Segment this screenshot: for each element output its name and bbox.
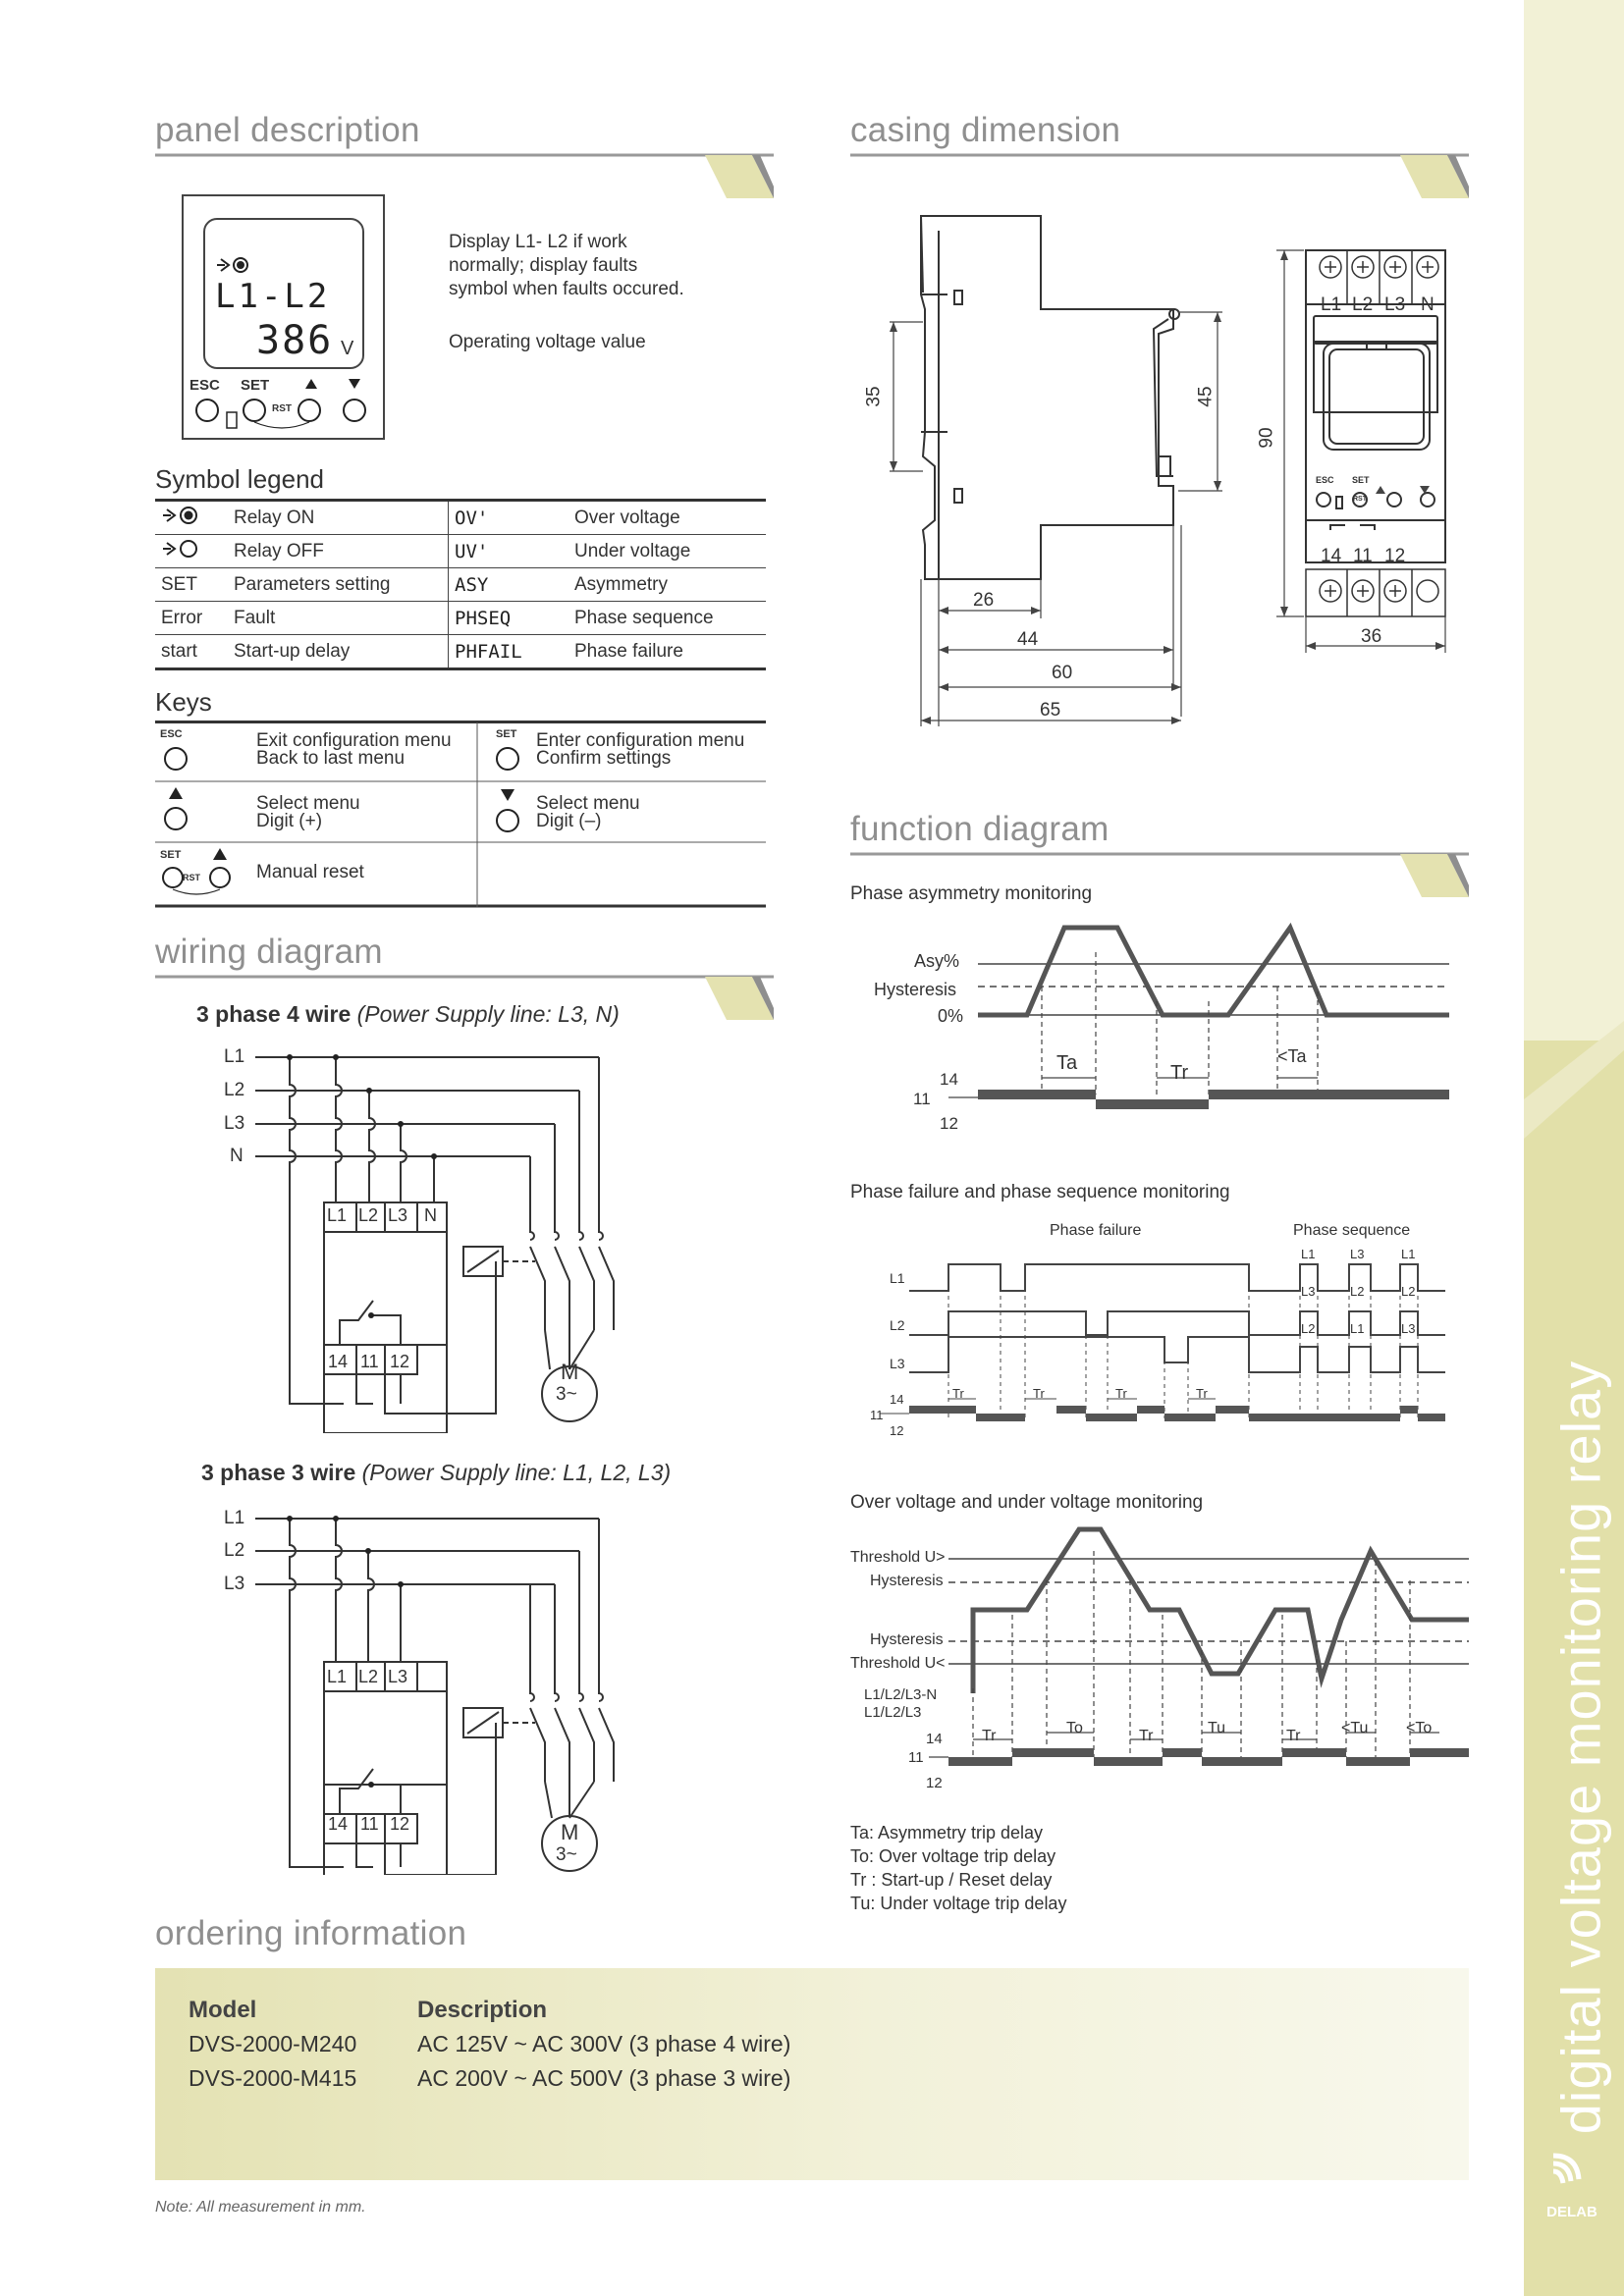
- legend-row: [155, 602, 766, 635]
- ordering-desc-1: AC 125V ~ AC 300V (3 phase 4 wire): [417, 2031, 791, 2056]
- legend-desc: Relay ON: [228, 502, 449, 535]
- wiring4-box-l2: L2: [358, 1205, 379, 1225]
- func-asym-c11: 11: [913, 1090, 931, 1108]
- func-seq-top-2: L3: [1350, 1247, 1365, 1261]
- casing-dim-35: 35: [863, 386, 885, 407]
- func-volt-tr-2: Tr: [1139, 1728, 1154, 1744]
- wiring3-box-l2: L2: [358, 1667, 379, 1686]
- key-set-desc: Enter configuration menu Confirm settings: [536, 730, 745, 769]
- key-esc-label: ESC: [160, 728, 183, 740]
- wiring4-contact-11: 11: [360, 1352, 379, 1371]
- func-asym-ta: Ta: [1056, 1052, 1078, 1074]
- func-phase-tr-4: Tr: [1196, 1386, 1208, 1401]
- casing-btn-set: SET: [1352, 475, 1370, 485]
- ordering-model-1: DVS-2000-M240: [189, 2031, 357, 2056]
- symbol-legend-table: [155, 502, 766, 670]
- casing-dim-26: 26: [973, 590, 995, 611]
- ordering-model-2: DVS-2000-M415: [189, 2065, 357, 2091]
- func-volt-sig2: L1/L2/L3: [864, 1704, 922, 1721]
- set-key-icon: [495, 746, 520, 772]
- func-volt-tr-1: Tr: [982, 1728, 997, 1744]
- wiring3-line-l3: L3: [224, 1574, 245, 1594]
- wiring4-line-l3: L3: [224, 1113, 245, 1134]
- lcd-display: [203, 218, 364, 369]
- down-key-icon: [493, 785, 522, 834]
- func-volt-hyst-hi: Hysteresis: [870, 1573, 944, 1589]
- casing-dim-36: 36: [1361, 626, 1382, 647]
- casing-dimension-drawing: [854, 206, 1483, 736]
- legend-code: UV': [449, 535, 569, 568]
- section-title-wiring: wiring diagram: [155, 933, 383, 971]
- legend-title: Symbol legend: [155, 464, 324, 494]
- func-asym-zero: 0%: [938, 1006, 964, 1026]
- wiring-4wire-schematic: [216, 1041, 648, 1433]
- key-down-desc: Select menu Digit (–): [536, 793, 640, 831]
- func-volt-lto: <To: [1406, 1720, 1433, 1736]
- wiring4-contact-14: 14: [328, 1352, 349, 1371]
- wiring3-line-l1: L1: [224, 1508, 245, 1528]
- casing-term-bottom-3: 12: [1384, 546, 1406, 566]
- func-volt-sig1: L1/L2/L3-N: [864, 1686, 938, 1703]
- wiring3-motor-m: M: [561, 1820, 579, 1844]
- key-esc-desc: Exit configuration menu Back to last menu: [256, 730, 452, 769]
- sidebar-diagonal: [1524, 1021, 1624, 1158]
- wiring3-box-l1: L1: [327, 1667, 348, 1686]
- relay-on-icon: [161, 506, 204, 525]
- func-phase-c14: 14: [890, 1392, 904, 1407]
- delab-logo-icon: [1540, 2150, 1604, 2199]
- panel-rst-label: RST: [272, 403, 292, 414]
- legend-code: PHSEQ: [449, 602, 569, 635]
- func-seq-top-1: L1: [1301, 1247, 1316, 1261]
- wiring4-line-n: N: [230, 1146, 244, 1166]
- func-asym-lta: <Ta: [1277, 1046, 1307, 1066]
- wiring4-contact-12: 12: [390, 1352, 410, 1371]
- func-volt-tr-3: Tr: [1286, 1728, 1301, 1744]
- func-seq-mid2-3: L3: [1401, 1321, 1416, 1336]
- casing-term-bottom-2: 11: [1353, 546, 1373, 566]
- delab-logo-text: DELAB: [1546, 2204, 1597, 2220]
- func-asym-tr: Tr: [1170, 1062, 1189, 1084]
- wiring-4wire-title: 3 phase 4 wire (Power Supply line: L3, N): [196, 1001, 620, 1027]
- func-volt-ltu: <Tu: [1341, 1720, 1369, 1736]
- ordering-col-model: Model: [189, 1997, 257, 2023]
- sidebar-band-light: [1524, 0, 1624, 1041]
- func-volt-c12: 12: [926, 1775, 943, 1791]
- lcd-line-label: L1-L2: [215, 277, 331, 316]
- casing-dim-60: 60: [1052, 663, 1073, 683]
- legend-row: [155, 568, 766, 602]
- func-phase-title: Phase failure and phase sequence monitoring: [850, 1182, 1230, 1202]
- wiring4-motor-phase: 3~: [556, 1384, 577, 1405]
- casing-dim-90: 90: [1256, 427, 1277, 449]
- func-seq-top-3: L1: [1401, 1247, 1416, 1261]
- func-seq-mid1-2: L2: [1350, 1284, 1365, 1299]
- casing-term-top-3: L3: [1384, 294, 1406, 315]
- legend-code: ASY: [449, 568, 569, 602]
- func-volt-tu-1: Tu: [1208, 1720, 1226, 1736]
- casing-term-top-4: N: [1421, 294, 1435, 315]
- func-seq-mid1-3: L2: [1401, 1284, 1416, 1299]
- legend-symbol: [155, 535, 228, 568]
- func-phase-diagram: [850, 1217, 1469, 1443]
- legend-row: [155, 535, 766, 568]
- wiring3-box-l3: L3: [388, 1667, 408, 1686]
- key-set-label: SET: [496, 728, 517, 740]
- func-volt-hyst-lo: Hysteresis: [870, 1631, 944, 1648]
- wiring4-box-l1: L1: [327, 1205, 348, 1225]
- func-phase-tr-2: Tr: [1033, 1386, 1045, 1401]
- legend-meaning: Under voltage: [568, 535, 766, 568]
- func-notes: Ta: Asymmetry trip delay To: Over voltage trip delay Tr : Start-up / Reset delay Tu: Under voltage trip delay: [850, 1823, 1067, 1913]
- legend-desc: Parameters setting: [228, 568, 449, 602]
- func-seq-mid2-2: L1: [1350, 1321, 1365, 1336]
- func-phase-tr-3: Tr: [1115, 1386, 1127, 1401]
- casing-term-bottom-1: 14: [1321, 546, 1342, 566]
- wiring4-line-l1: L1: [224, 1046, 245, 1067]
- func-phase-failure-label: Phase failure: [1050, 1222, 1142, 1239]
- func-phase-tr-1: Tr: [952, 1386, 964, 1401]
- casing-btn-rst: RST: [1353, 496, 1367, 503]
- func-asym-c12: 12: [940, 1114, 958, 1133]
- wiring3-line-l2: L2: [224, 1540, 245, 1561]
- func-phase-c12: 12: [890, 1423, 904, 1438]
- wiring4-box-l3: L3: [388, 1205, 408, 1225]
- lcd-voltage-value: 386: [256, 318, 334, 363]
- legend-meaning: Over voltage: [568, 502, 766, 535]
- section-title-function: function diagram: [850, 810, 1110, 848]
- keys-title: Keys: [155, 687, 212, 717]
- func-asym-c14: 14: [940, 1070, 958, 1089]
- key-reset-rst-label: RST: [183, 873, 200, 882]
- func-asym-asy: Asy%: [914, 951, 960, 971]
- func-asym-hyst: Hysteresis: [874, 980, 957, 999]
- wiring4-motor-m: M: [561, 1360, 579, 1384]
- relay-on-icon: [215, 255, 254, 275]
- legend-code: OV': [449, 502, 569, 535]
- casing-dim-65: 65: [1040, 700, 1061, 721]
- legend-desc: Relay OFF: [228, 535, 449, 568]
- legend-symbol: start: [155, 635, 228, 669]
- legend-row: [155, 502, 766, 535]
- casing-dim-44: 44: [1017, 629, 1039, 650]
- panel-esc-label: ESC: [189, 377, 220, 394]
- wiring-3wire-schematic: [216, 1502, 648, 1875]
- legend-desc: Start-up delay: [228, 635, 449, 669]
- func-phase-seq-label: Phase sequence: [1293, 1222, 1411, 1239]
- func-volt-thr-hi: Threshold U>: [850, 1549, 946, 1566]
- func-seq-mid2-1: L2: [1301, 1321, 1316, 1336]
- device-front-panel: [182, 194, 385, 440]
- func-phase-l2: L2: [890, 1317, 905, 1333]
- func-volt-c11: 11: [908, 1749, 924, 1766]
- func-volt-to-1: To: [1066, 1720, 1083, 1736]
- panel-desc-voltage: Operating voltage value: [449, 332, 646, 352]
- section-title-ordering: ordering information: [155, 1914, 467, 1952]
- wiring3-contact-11: 11: [360, 1814, 379, 1834]
- legend-symbol: Error: [155, 602, 228, 635]
- func-volt-thr-lo: Threshold U<: [850, 1655, 946, 1672]
- key-reset-desc: Manual reset: [256, 862, 364, 882]
- section-title-casing: casing dimension: [850, 111, 1121, 149]
- legend-code: PHFAIL: [449, 635, 569, 669]
- wiring3-contact-14: 14: [328, 1814, 349, 1834]
- legend-meaning: Phase sequence: [568, 602, 766, 635]
- section-rule-casing: [850, 147, 1469, 202]
- sidebar-title: digital voltage monitoring relay: [1549, 1360, 1612, 2135]
- func-phase-c11: 11: [870, 1408, 884, 1422]
- func-asym-title: Phase asymmetry monitoring: [850, 883, 1093, 904]
- legend-row: [155, 635, 766, 669]
- legend-symbol: SET: [155, 568, 228, 602]
- key-reset-set-label: SET: [160, 849, 182, 861]
- legend-symbol: [155, 502, 228, 535]
- measurement-note: Note: All measurement in mm.: [155, 2199, 366, 2216]
- legend-meaning: Phase failure: [568, 635, 766, 669]
- wiring-3wire-title: 3 phase 3 wire (Power Supply line: L1, L2, L3): [201, 1460, 672, 1485]
- lcd-unit: V: [341, 338, 354, 359]
- func-seq-mid1-1: L3: [1301, 1284, 1316, 1299]
- wiring4-line-l2: L2: [224, 1080, 245, 1100]
- section-title-panel: panel description: [155, 111, 420, 149]
- casing-term-top-1: L1: [1321, 294, 1342, 315]
- func-phase-l3: L3: [890, 1356, 905, 1371]
- casing-term-top-2: L2: [1352, 294, 1374, 315]
- relay-off-icon: [161, 539, 204, 559]
- casing-btn-esc: ESC: [1316, 475, 1334, 485]
- wiring3-contact-12: 12: [390, 1814, 410, 1834]
- func-volt-c14: 14: [926, 1731, 943, 1747]
- casing-dim-45: 45: [1195, 386, 1217, 407]
- esc-key-icon: [163, 746, 189, 772]
- panel-set-label: SET: [241, 377, 270, 394]
- wiring4-box-n: N: [424, 1205, 437, 1225]
- ordering-desc-2: AC 200V ~ AC 500V (3 phase 3 wire): [417, 2065, 791, 2091]
- legend-desc: Fault: [228, 602, 449, 635]
- wiring3-motor-phase: 3~: [556, 1844, 577, 1865]
- func-phase-l1: L1: [890, 1270, 905, 1286]
- key-up-desc: Select menu Digit (+): [256, 793, 360, 831]
- legend-meaning: Asymmetry: [568, 568, 766, 602]
- up-key-icon: [161, 785, 190, 834]
- func-volt-title: Over voltage and under voltage monitoring: [850, 1492, 1204, 1513]
- panel-desc-display: Display L1- L2 if work normally; display faults symbol when faults occured.: [449, 232, 684, 299]
- ordering-col-desc: Description: [417, 1997, 548, 2023]
